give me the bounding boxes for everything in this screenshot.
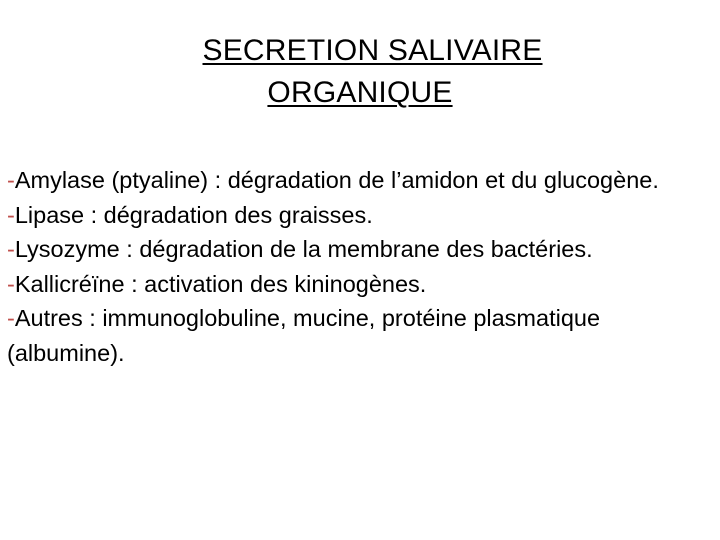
slide-title-line-1: SECRETION SALIVAIRE xyxy=(202,34,543,67)
bullet-marker: - xyxy=(7,236,15,262)
list-item-lysozyme xyxy=(7,232,707,267)
slide-title xyxy=(0,30,720,114)
list-item-text: Kallicréïne : activation des kininogènes. xyxy=(14,270,427,297)
list-item-text: Lysozyme : dégradation de la membrane des bactéries. xyxy=(14,236,593,262)
list-item-kallicreine xyxy=(7,267,707,302)
bullet-marker: - xyxy=(7,305,15,331)
list-item-lipase xyxy=(7,198,707,233)
bullet-marker: - xyxy=(7,270,15,297)
list-item-text: Amylase (ptyaline) : dégradation de l’amidon et du glucogène. xyxy=(14,167,659,193)
list-item-amylase xyxy=(7,163,707,198)
list-item-autres xyxy=(7,301,707,370)
bullet-marker: - xyxy=(7,167,15,193)
bullet-marker: - xyxy=(7,201,15,228)
bullet-list xyxy=(7,163,707,370)
list-item-text: Autres : immunoglobuline, mucine, protéine plasmatique (albumine). xyxy=(7,305,601,366)
list-item-text: Lipase : dégradation des graisses. xyxy=(14,201,373,228)
slide-title-line-2: ORGANIQUE xyxy=(267,76,453,109)
